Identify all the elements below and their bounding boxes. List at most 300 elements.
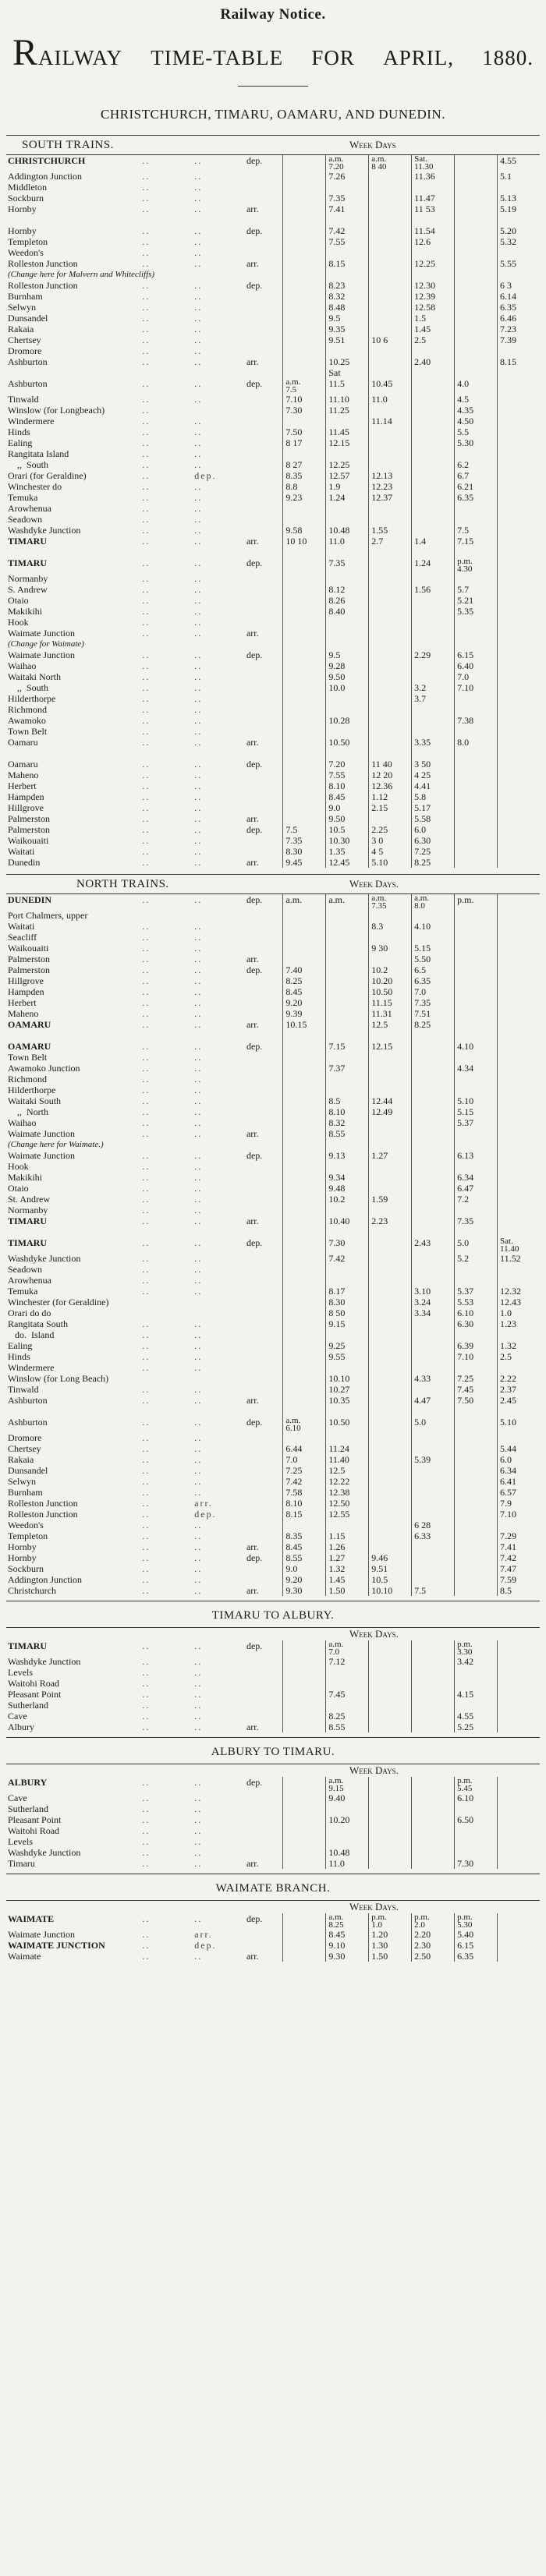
train-time [498,394,540,405]
train-time [498,1836,540,1847]
train-time: 9.28 [326,660,369,671]
train-time [455,1052,498,1063]
leader-dots: .. [194,791,203,802]
train-time: 1.26 [326,1541,369,1552]
leader-dots [141,547,193,557]
timetable-row [6,595,540,606]
train-time [498,857,540,868]
train-time [369,1226,412,1237]
leader-dots: .. [142,1194,151,1205]
leader-dots: .. [194,759,203,770]
train-time [498,1117,540,1128]
dep-arr-marker [246,986,283,997]
train-time [283,367,326,378]
train-time [283,302,326,313]
dep-arr-marker [246,1275,283,1286]
timetable-row [6,1172,540,1183]
train-time [369,682,412,693]
train-time [283,639,326,649]
train-time: 12 20 [369,770,412,780]
train-time: 11.15 [369,997,412,1008]
train-time [455,628,498,639]
train-time [498,426,540,437]
train-time [283,1803,326,1814]
station-name: Winchester do [8,481,62,492]
leader-dots: .. [142,943,151,954]
station-name: Ashburton [8,1417,48,1428]
train-time: 6.33 [412,1530,455,1541]
leader-dots: .. [194,584,203,595]
train-time: 9.55 [326,1351,369,1362]
timetable-row [6,1074,540,1085]
leader-dots: .. [142,1454,151,1465]
leader-dots: .. [194,345,203,356]
train-time [369,503,412,514]
timetable-row [6,1777,540,1792]
dep-arr-marker: arr. [246,1721,259,1732]
train-time [412,1678,455,1689]
train-time: 2.23 [369,1215,412,1226]
leader-dots: .. [142,1351,151,1362]
train-time [455,1552,498,1563]
train-time [369,617,412,628]
train-time [326,628,369,639]
timetable-row [6,1520,540,1530]
train-time [455,954,498,964]
train-time [283,1711,326,1721]
timetable-row [6,1253,540,1264]
dep-arr-marker: dep. [246,649,263,660]
train-time: 8.45 [326,1929,369,1940]
train-time [283,1275,326,1286]
leader-dots: .. [194,770,203,780]
leader-dots: .. [142,780,151,791]
leader-dots: .. [194,492,203,503]
leader-dots: .. [194,660,203,671]
train-time [283,584,326,595]
timetable-title [12,32,534,73]
train-time [283,503,326,514]
train-time [498,1847,540,1858]
leader-dots: .. [142,1117,151,1128]
leader-dots: .. [142,1286,151,1297]
train-time: 10.50 [326,1417,369,1432]
station-name: Waimate Junction [8,628,76,639]
leader-dots: .. [142,1275,151,1286]
dep-arr-marker: dep. [246,225,263,236]
leader-dots: .. [142,1095,151,1106]
train-time [369,1237,412,1253]
train-time: 2.30 [412,1940,455,1951]
train-time [369,1205,412,1215]
station-name: Oamaru [8,759,38,770]
train-time: 7.35 [283,835,326,846]
dep-arr-marker [246,1264,283,1275]
train-time [369,910,412,921]
timetable-row [6,1373,540,1384]
timetable-row [6,481,540,492]
train-time: 11 53 [412,203,455,214]
train-time: 6.41 [498,1476,540,1487]
station-name: DUNEDIN [8,894,52,905]
timetable-row [6,693,540,704]
leader-dots: .. [142,225,151,236]
train-time [369,1253,412,1264]
train-time [283,1226,326,1237]
station-name: Hinds [8,426,30,437]
train-time [498,660,540,671]
station-name: Waitaki North [8,671,62,682]
timetable-row [6,584,540,595]
dep-arr-marker [246,1226,283,1237]
leader-dots: .. [194,1520,203,1530]
leader-dots: .. [194,975,203,986]
station-name [6,547,141,557]
train-time: 4.55 [455,1711,498,1721]
train-time [369,448,412,459]
timetable-row [6,1656,540,1667]
train-time [412,247,455,258]
leader-dots: .. [194,1183,203,1194]
station-name: Ashburton [8,356,48,367]
train-time [412,1825,455,1836]
station-name: Tinwald [8,1384,39,1395]
dep-arr-marker: arr. [246,1951,259,1962]
timetable-row [6,606,540,617]
train-time: a.m. 7.5 [283,378,326,394]
station-name: Hook [8,1161,29,1172]
train-time: 1.45 [412,324,455,334]
train-time: 9.51 [326,334,369,345]
train-time [455,1406,498,1417]
train-time [498,214,540,225]
leader-dots [193,367,246,378]
dep-arr-marker [246,1520,283,1530]
train-time [455,1530,498,1541]
leader-dots: .. [194,1678,203,1689]
train-time: 6.35 [455,1951,498,1962]
station-name: Waitohi Road [8,1825,60,1836]
timetable-row [6,313,540,324]
train-time: 4.10 [455,1041,498,1052]
leader-dots: .. [194,693,203,704]
train-time [283,813,326,824]
train-time [283,324,326,334]
train-time [455,1030,498,1041]
station-name: Rakaia [8,324,34,334]
leader-dots [193,214,246,225]
train-time [412,1318,455,1329]
dep-arr-marker: dep. [246,280,263,291]
train-time: 5.37 [455,1286,498,1297]
train-time [498,649,540,660]
train-time [412,715,455,726]
train-time [498,671,540,682]
train-time: 1.20 [369,1929,412,1940]
train-time: 7.35 [455,1215,498,1226]
train-time [326,1678,369,1689]
station-name: Seadown [8,514,42,525]
leader-dots: .. [194,726,203,737]
leader-dots: .. [194,1019,203,1030]
train-time [412,1487,455,1498]
leader-dots: .. [142,1825,151,1836]
leader-dots: .. [194,1700,203,1711]
train-time: 8.35 [283,470,326,481]
leader-dots: .. [194,1814,203,1825]
train-time [326,693,369,704]
leader-dots: .. [194,313,203,324]
train-time [283,1106,326,1117]
leader-dots [193,910,246,921]
leader-dots: .. [194,997,203,1008]
leader-dots [193,1406,246,1417]
train-time [369,813,412,824]
train-time [369,1030,412,1041]
leader-dots: .. [194,1443,203,1454]
leader-dots: dep. [194,1940,217,1951]
timetable-row [6,1139,540,1150]
train-time: 12.36 [369,780,412,791]
leader-dots: .. [142,975,151,986]
leader-dots: .. [194,1847,203,1858]
timetable-row [6,1803,540,1814]
train-time [498,1030,540,1041]
train-time [369,1297,412,1307]
timetable-row [6,1150,540,1161]
train-time: 12.39 [412,291,455,302]
leader-dots: .. [142,1721,151,1732]
train-time [412,1406,455,1417]
station-name: Washdyke Junction [8,525,81,536]
train-time [498,514,540,525]
train-time [326,1161,369,1172]
station-name: Levels [8,1667,33,1678]
leader-dots: .. [194,573,203,584]
train-time [412,1275,455,1286]
leader-dots: .. [194,437,203,448]
leader-dots: .. [142,1667,151,1678]
station-name: OAMARU [8,1019,51,1030]
station-name: Weedon's [8,1520,44,1530]
train-time [326,943,369,954]
leader-dots: .. [194,1161,203,1172]
leader-dots: .. [142,997,151,1008]
train-time [283,547,326,557]
train-time: 6 3 [498,280,540,291]
train-time [369,1340,412,1351]
leader-dots: .. [142,1940,151,1951]
timetable-row [6,1814,540,1825]
train-time: 12.43 [498,1297,540,1307]
leader-dots: .. [142,1150,151,1161]
leader-dots: .. [194,1286,203,1297]
train-time [283,1030,326,1041]
timetable-row [6,1552,540,1563]
leader-dots: .. [142,682,151,693]
timetable-row [6,986,540,997]
train-time [412,1667,455,1678]
train-time [498,791,540,802]
train-time [283,1237,326,1253]
train-time: 6.44 [283,1443,326,1454]
train-time [326,617,369,628]
train-time: 7.23 [498,324,540,334]
train-time [412,748,455,759]
train-time [498,1711,540,1721]
train-time [369,954,412,964]
station-name: Herbert [8,780,37,791]
train-time [326,247,369,258]
leader-dots: .. [142,671,151,682]
leader-dots: .. [142,448,151,459]
train-time [283,291,326,302]
dep-arr-marker [246,247,283,258]
leader-dots: .. [142,964,151,975]
train-time [498,748,540,759]
station-name: Hillgrove [8,975,44,986]
leader-dots: .. [142,857,151,868]
train-time: 10.35 [326,1395,369,1406]
dep-arr-marker [246,448,283,459]
train-time [412,1711,455,1721]
train-time: 4.0 [455,378,498,394]
leader-dots: .. [142,1362,151,1373]
train-time [369,1128,412,1139]
train-time: 2.25 [369,824,412,835]
dep-arr-marker [246,394,283,405]
train-time [455,857,498,868]
timetable-row [6,964,540,975]
train-time [412,1509,455,1520]
station-name: Sutherland [8,1803,48,1814]
train-time [412,1384,455,1395]
station-name: Palmerston [8,954,50,964]
dep-arr-marker [246,547,283,557]
dep-arr-marker [246,770,283,780]
train-time [455,214,498,225]
train-time: 7.35 [412,997,455,1008]
train-time [369,1417,412,1432]
train-time [455,1019,498,1030]
train-time: 1.50 [369,1951,412,1962]
train-time [412,394,455,405]
leader-dots: .. [142,737,151,748]
leader-dots: .. [142,617,151,628]
train-time: p.m. 3.30 [455,1640,498,1656]
leader-dots: .. [194,334,203,345]
train-time [455,921,498,932]
train-time [283,1128,326,1139]
train-time [369,225,412,236]
timetable-row [6,737,540,748]
dep-arr-marker: arr. [246,954,259,964]
timetable-row [6,416,540,426]
title-initial: R [12,32,39,73]
timetable-row [6,1395,540,1406]
station-name: Washdyke Junction [8,1847,81,1858]
dep-arr-marker [246,1194,283,1205]
train-time: 6.47 [455,1183,498,1194]
dep-arr-marker [246,1563,283,1574]
train-time: 12.30 [412,280,455,291]
train-time: 11.47 [412,193,455,203]
train-time: 12.15 [326,437,369,448]
leader-dots: .. [194,1552,203,1563]
train-time [412,1656,455,1667]
train-time [369,584,412,595]
train-time [369,1329,412,1340]
train-time [326,1008,369,1019]
leader-dots: .. [142,171,151,182]
train-time [498,693,540,704]
timetable-row [6,1574,540,1585]
train-time: 4.34 [455,1063,498,1074]
leader-dots: .. [142,1574,151,1585]
timetable-row [6,394,540,405]
train-time [369,1318,412,1329]
leader-dots [193,748,246,759]
train-time [369,1476,412,1487]
timetable-row [6,1117,540,1128]
station-name [6,1406,141,1417]
train-time [498,617,540,628]
timetable-row [6,1318,540,1329]
train-time [455,1563,498,1574]
timetable-row [6,639,540,649]
leader-dots: .. [142,324,151,334]
station-name: Waihao [8,660,37,671]
train-time [498,704,540,715]
train-time [369,1362,412,1373]
dep-arr-marker [246,437,283,448]
train-time: 11.25 [326,405,369,416]
dep-arr-marker: arr. [246,1541,259,1552]
train-time: 1.12 [369,791,412,802]
dep-arr-marker [246,1373,283,1384]
leader-dots: .. [194,1574,203,1585]
train-time [369,1825,412,1836]
train-time [369,1498,412,1509]
leader-dots: .. [194,704,203,715]
timetable-row [6,203,540,214]
train-time [369,247,412,258]
train-time: 10.50 [369,986,412,997]
dep-arr-marker: arr. [246,813,259,824]
timetable-row [6,1340,540,1351]
dep-arr-marker [246,1406,283,1417]
train-time [498,824,540,835]
train-time: 5.37 [455,1117,498,1128]
leader-dots: .. [142,492,151,503]
train-time: 10.5 [369,1574,412,1585]
station-name: (Change here for Waimate.) [8,1140,104,1149]
waimate-days-row [6,1901,540,1913]
train-time [326,573,369,584]
train-time: 8.30 [326,1297,369,1307]
station-name: Orari (for Geraldine) [8,470,87,481]
timetable-row [6,426,540,437]
train-time [369,236,412,247]
train-time: 1.35 [326,846,369,857]
station-name: Rolleston Junction [8,1498,78,1509]
notice-heading: Railway Notice. [220,6,326,23]
train-time: 8 50 [326,1307,369,1318]
train-time [498,1689,540,1700]
train-time [498,584,540,595]
dep-arr-marker [246,910,283,921]
leader-dots: .. [142,280,151,291]
